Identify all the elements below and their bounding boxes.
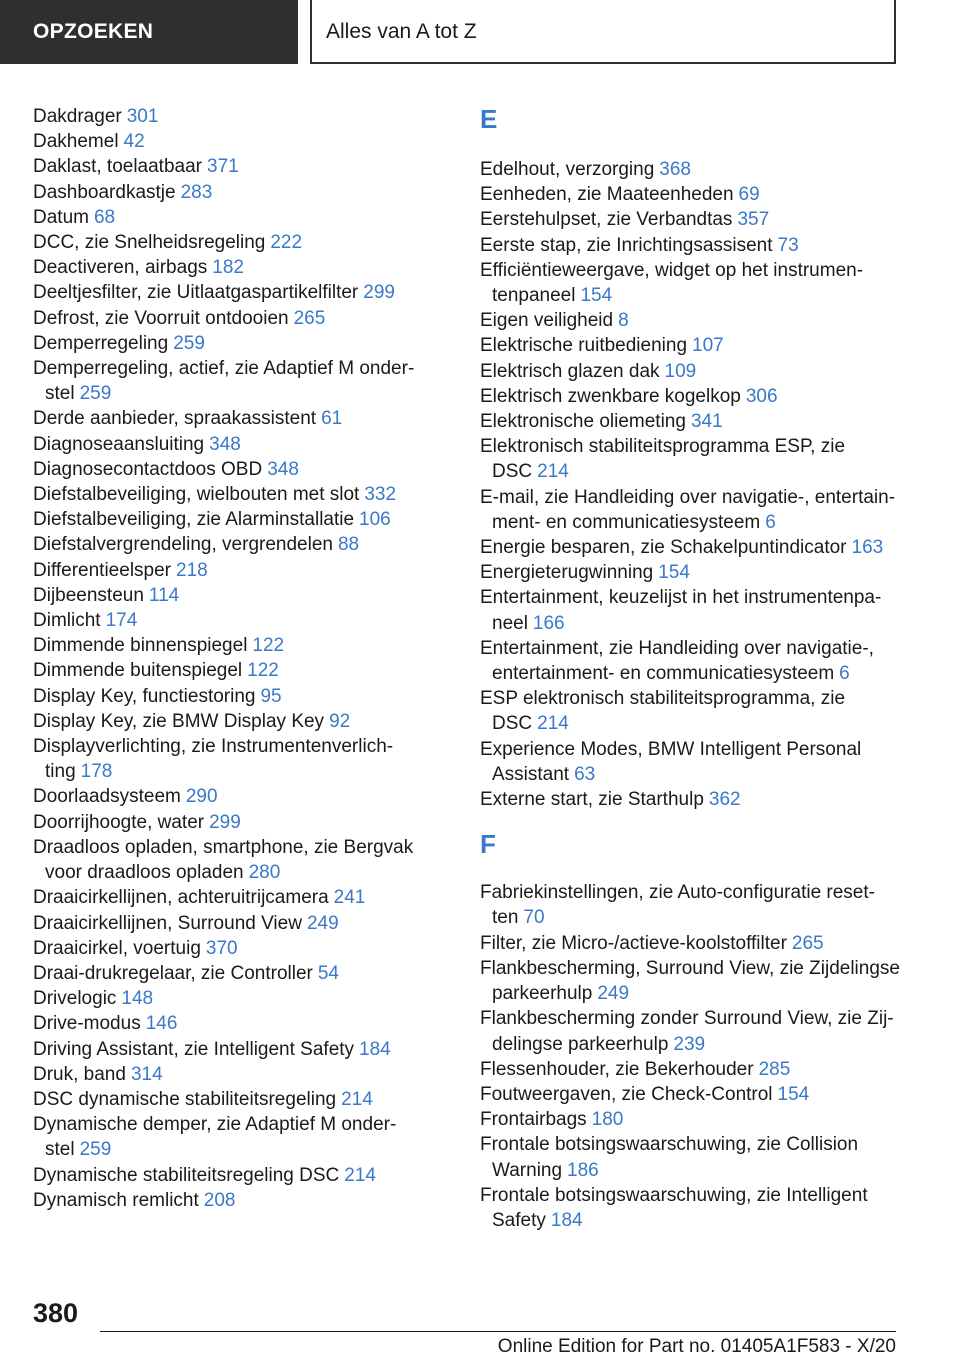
index-term: Dynamische demper, zie Adaptief M onderstel	[33, 1114, 397, 1161]
footer-divider	[100, 1331, 896, 1332]
index-term: Energieterugwinning	[480, 562, 654, 584]
index-term: Elektrisch glazen dak	[480, 360, 660, 382]
page-reference-link[interactable]: 371	[207, 156, 239, 178]
index-column-right	[480, 104, 900, 1233]
index-entry	[480, 1006, 900, 1056]
page-reference-link[interactable]: 208	[203, 1189, 236, 1211]
index-term: Dashboardkastje	[33, 181, 176, 203]
index-entry	[33, 432, 433, 457]
page-reference-link[interactable]: 6	[765, 511, 776, 533]
index-entry	[480, 157, 900, 182]
index-term: Differentieelsper	[33, 559, 172, 581]
index-term: Flankbescherming zonder Surround View, zie Zijdelingse parkeerhulp	[480, 1008, 894, 1055]
page-number: 380	[33, 1298, 79, 1328]
page-reference-link[interactable]: 70	[523, 907, 545, 929]
index-term: Edelhout, verzorging	[480, 159, 655, 180]
index-term: Frontairbags	[480, 1109, 587, 1131]
index-entry	[33, 457, 433, 482]
index-term: Energie besparen, zie Schakelpuntindicator	[480, 537, 847, 559]
index-entry	[33, 205, 433, 230]
index-entry	[33, 356, 433, 406]
index-entry	[33, 507, 433, 532]
page-reference-link[interactable]: 154	[658, 562, 690, 584]
index-entry	[480, 585, 900, 635]
index-group-f	[480, 880, 900, 1233]
index-entry	[33, 230, 433, 255]
page-reference-link[interactable]: 332	[364, 484, 397, 506]
index-term: Entertainment, keuzelijst in het instrumentenpaneel	[480, 587, 882, 634]
page-reference-link[interactable]: 249	[306, 912, 339, 934]
page-reference-link[interactable]: 299	[363, 282, 395, 304]
index-entry	[480, 233, 900, 258]
index-term: Draaicirkel, voertuig	[33, 937, 201, 959]
page-reference-link[interactable]: 69	[738, 184, 760, 206]
page-reference-link[interactable]: 114	[148, 584, 180, 606]
index-entry	[33, 331, 433, 356]
page-reference-link[interactable]: 154	[580, 285, 613, 307]
page-reference-link[interactable]: 214	[537, 461, 569, 483]
index-term: Dimlicht	[33, 610, 101, 632]
page-reference-link[interactable]: 259	[173, 332, 205, 354]
index-term: Eerstehulpset, zie Verbandtas	[480, 209, 733, 231]
page-reference-link[interactable]: 122	[247, 660, 279, 682]
index-entry	[33, 633, 433, 658]
page-reference-link[interactable]: 6	[839, 663, 850, 685]
index-term: Frontale botsingswaarschuwing, zie Collision Warning	[480, 1134, 859, 1181]
index-entry	[33, 1037, 433, 1062]
index-entry	[480, 787, 900, 812]
page-reference-link[interactable]: 106	[359, 509, 391, 531]
page-reference-link[interactable]: 214	[344, 1164, 376, 1186]
index-entry	[33, 306, 433, 331]
index-entry	[480, 686, 900, 736]
index-entry	[480, 308, 900, 333]
index-entry	[480, 434, 900, 484]
index-term: Dijbeensteun	[33, 584, 144, 606]
page-reference-link[interactable]: 184	[550, 1209, 583, 1231]
index-term: Draaicirkellijnen, Surround View	[33, 912, 302, 934]
page-reference-link[interactable]: 146	[145, 1013, 178, 1035]
page-reference-link[interactable]: 241	[333, 887, 366, 909]
index-term: Elektrische ruitbediening	[480, 335, 688, 357]
page-reference-link[interactable]: 265	[791, 932, 824, 954]
index-entry	[33, 154, 433, 179]
index-entry	[33, 1112, 433, 1162]
index-term: Driving Assistant, zie Intelligent Safety	[33, 1038, 355, 1060]
page-reference-link[interactable]: 301	[126, 106, 159, 127]
index-term: Drivelogic	[33, 988, 117, 1010]
index-term: Foutweergaven, zie Check-Control	[480, 1083, 773, 1105]
page-reference-link[interactable]: 348	[267, 458, 299, 480]
page-reference-link[interactable]: 357	[737, 209, 770, 231]
index-term: Drive-modus	[33, 1013, 141, 1035]
index-term: Display Key, zie BMW Display Key	[33, 710, 325, 732]
index-term: Deeltjesfilter, zie Uitlaatgaspartikelfilter	[33, 282, 359, 304]
index-term: Elektronische oliemeting	[480, 411, 686, 433]
index-entry	[480, 1107, 900, 1132]
index-entry	[33, 784, 433, 809]
index-term: Demperregeling, actief, zie Adaptief M onderstel	[33, 358, 415, 405]
page-reference-link[interactable]: 92	[329, 710, 351, 732]
index-term: Efficiëntieweergave, widget op het instrumentenpaneel	[480, 259, 864, 307]
index-term: Eerste stap, zie Inrichtingsassisent	[480, 234, 773, 256]
index-term: Defrost, zie Voorruit ontdooien	[33, 307, 289, 329]
index-term: Dimmende buitenspiegel	[33, 660, 243, 682]
index-term: Demperregeling	[33, 332, 169, 354]
index-term: Dakdrager	[33, 106, 122, 127]
index-term: Flessenhouder, zie Bekerhouder	[480, 1058, 754, 1080]
index-entry	[480, 956, 900, 1006]
index-entry	[480, 1082, 900, 1107]
page-reference-link[interactable]: 283	[180, 181, 213, 203]
index-entry	[33, 255, 433, 280]
index-term: Eigen veiligheid	[480, 310, 614, 332]
page-reference-link[interactable]: 63	[574, 763, 596, 785]
page-reference-link[interactable]: 166	[532, 612, 565, 634]
index-column-left	[33, 104, 433, 1213]
page-reference-link[interactable]: 8	[618, 310, 629, 332]
page-reference-link[interactable]: 107	[692, 335, 724, 357]
index-group-e	[480, 157, 900, 812]
index-term: Dynamische stabiliteitsregeling DSC	[33, 1164, 340, 1186]
index-entry	[33, 1188, 433, 1213]
page-reference-link[interactable]: 259	[79, 1139, 112, 1161]
index-entry	[480, 1183, 900, 1233]
index-term: Entertainment, zie Handleiding over navigatie-, entertainment- en communicatiesysteem	[480, 637, 874, 685]
page-reference-link[interactable]: 88	[337, 534, 360, 556]
index-term: Diefstalvergrendeling, vergrendelen	[33, 534, 333, 556]
index-term: Draaicirkellijnen, achteruitrijcamera	[33, 887, 329, 909]
index-entry	[480, 880, 900, 930]
index-entry	[480, 1132, 900, 1182]
page-reference-link[interactable]: 95	[260, 685, 282, 707]
index-entry	[33, 961, 433, 986]
index-term: Diagnosecontactdoos OBD	[33, 458, 263, 480]
page-reference-link[interactable]: 180	[591, 1109, 624, 1131]
index-term: Frontale botsingswaarschuwing, zie Intelligent Safety	[480, 1184, 868, 1231]
index-entry	[33, 810, 433, 835]
index-entry	[33, 104, 433, 129]
page-reference-link[interactable]: 341	[690, 411, 723, 433]
page-reference-link[interactable]: 186	[567, 1159, 599, 1181]
index-entry	[480, 359, 900, 384]
index-term: Diefstalbeveiliging, zie Alarminstallatie	[33, 509, 355, 531]
index-entry	[33, 482, 433, 507]
index-entry	[33, 608, 433, 633]
index-term: Filter, zie Micro-/actieve-koolstoffilter	[480, 932, 787, 954]
index-term: Daklast, toelaatbaar	[33, 156, 202, 178]
index-term: Flankbescherming, Surround View, zie Zijdelingse parkeerhulp	[480, 957, 900, 1005]
index-term: Doorrijhoogte, water	[33, 811, 205, 833]
index-entry	[33, 911, 433, 936]
index-entry	[33, 406, 433, 431]
edition-note: Online Edition for Part no. 01405A1F583 - X/20	[497, 1336, 896, 1357]
page-reference-link[interactable]: 306	[745, 385, 778, 407]
page-reference-link[interactable]: 184	[359, 1038, 391, 1060]
index-term: Elektronisch stabiliteitsprogramma ESP, zie DSC	[480, 436, 846, 483]
page-reference-link[interactable]: 368	[659, 159, 691, 180]
index-entry	[33, 709, 433, 734]
index-entry	[480, 333, 900, 358]
page-reference-link[interactable]: 259	[79, 383, 112, 405]
index-term: Druk, band	[33, 1063, 126, 1085]
page-reference-link[interactable]: 370	[205, 937, 238, 959]
page-reference-link[interactable]: 239	[673, 1033, 706, 1055]
index-term: Elektrisch zwenkbare kogelkop	[480, 385, 741, 407]
index-term: Doorlaadsysteem	[33, 786, 181, 808]
index-entry	[480, 409, 900, 434]
index-entry	[480, 207, 900, 232]
index-entry	[33, 558, 433, 583]
index-entry	[480, 931, 900, 956]
index-entry	[480, 1057, 900, 1082]
index-entry	[33, 684, 433, 709]
index-entry	[33, 986, 433, 1011]
page-reference-link[interactable]: 222	[270, 232, 303, 254]
index-entry	[33, 734, 433, 784]
index-term: Display Key, functiestoring	[33, 685, 256, 707]
index-entry	[33, 280, 433, 305]
page-reference-link[interactable]: 174	[105, 610, 138, 632]
page-reference-link[interactable]: 290	[185, 786, 218, 808]
page-reference-link[interactable]: 154	[777, 1083, 810, 1105]
index-entry	[33, 885, 433, 910]
index-term: Experience Modes, BMW Intelligent Personal Assistant	[480, 738, 862, 785]
page-reference-link[interactable]: 265	[293, 307, 326, 329]
index-entry	[33, 835, 433, 885]
page-reference-link[interactable]: 214	[341, 1088, 373, 1110]
page-reference-link[interactable]: 348	[209, 433, 241, 455]
index-entry	[33, 936, 433, 961]
page-reference-link[interactable]: 299	[209, 811, 241, 833]
index-term: Fabriekinstellingen, zie Auto-configuratie resetten	[480, 882, 875, 929]
index-term: Externe start, zie Starthulp	[480, 789, 704, 811]
index-term: Dimmende binnenspiegel	[33, 635, 248, 657]
page-reference-link[interactable]: 314	[130, 1063, 163, 1085]
page-reference-link[interactable]: 73	[777, 234, 799, 256]
page-reference-link[interactable]: 214	[537, 713, 569, 735]
index-term: Draadloos opladen, smartphone, zie Bergvak voor draadloos opladen	[33, 836, 414, 884]
page-reference-link[interactable]: 68	[93, 206, 116, 228]
page-reference-link[interactable]: 218	[176, 559, 208, 581]
index-entry	[480, 384, 900, 409]
letter-heading-e: E	[480, 104, 498, 134]
page-reference-link[interactable]: 163	[851, 537, 884, 559]
index-term: Dakhemel	[33, 131, 119, 153]
index-entry	[480, 636, 900, 686]
index-entry	[33, 1163, 433, 1188]
index-term: E-mail, zie Handleiding over navigatie-, entertainment- en communicatiesysteem	[480, 486, 896, 533]
index-entry	[480, 535, 900, 560]
index-term: Dynamisch remlicht	[33, 1189, 199, 1211]
index-entry	[480, 182, 900, 207]
subsection-tab: Alles van A tot Z	[310, 0, 896, 64]
index-entry	[33, 658, 433, 683]
index-entry	[33, 583, 433, 608]
index-entry	[33, 180, 433, 205]
index-term: Derde aanbieder, spraakassistent	[33, 408, 317, 430]
page-reference-link[interactable]: 122	[252, 635, 285, 657]
index-term: Displayverlichting, zie Instrumentenverlichting	[33, 736, 394, 783]
index-term: Diagnoseaansluiting	[33, 433, 205, 455]
index-term: Diefstalbeveiliging, wielbouten met slot	[33, 484, 360, 506]
index-term: DCC, zie Snelheidsregeling	[33, 232, 266, 254]
letter-heading-f: F	[480, 829, 496, 860]
index-term: Deactiveren, airbags	[33, 257, 208, 279]
index-term: DSC dynamische stabiliteitsregeling	[33, 1088, 337, 1110]
page-reference-link[interactable]: 362	[708, 789, 741, 811]
page-reference-link[interactable]: 285	[758, 1058, 791, 1080]
page-reference-link[interactable]: 148	[121, 988, 154, 1010]
index-term: Eenheden, zie Maateenheden	[480, 184, 734, 206]
page-reference-link[interactable]: 109	[664, 360, 697, 382]
page-header	[0, 0, 960, 66]
index-entry	[480, 737, 900, 787]
index-entry	[480, 560, 900, 585]
index-entry	[480, 258, 900, 308]
page-reference-link[interactable]: 182	[212, 257, 244, 279]
page-reference-link[interactable]: 54	[317, 962, 339, 984]
index-entry	[33, 1062, 433, 1087]
page-reference-link[interactable]: 42	[123, 131, 145, 153]
page-reference-link[interactable]: 61	[321, 408, 343, 430]
index-entry	[33, 532, 433, 557]
page-reference-link[interactable]: 178	[80, 761, 113, 783]
index-term: ESP elektronisch stabiliteitsprogramma, zie DSC	[480, 688, 846, 735]
index-entry	[480, 485, 900, 535]
index-entry	[33, 1011, 433, 1036]
page-reference-link[interactable]: 249	[597, 983, 630, 1005]
index-entry	[33, 129, 433, 154]
index-entry	[33, 1087, 433, 1112]
index-term: Draai-drukregelaar, zie Controller	[33, 962, 313, 984]
section-tab: OPZOEKEN	[0, 0, 298, 64]
page-reference-link[interactable]: 280	[248, 862, 281, 884]
index-term: Datum	[33, 206, 89, 228]
